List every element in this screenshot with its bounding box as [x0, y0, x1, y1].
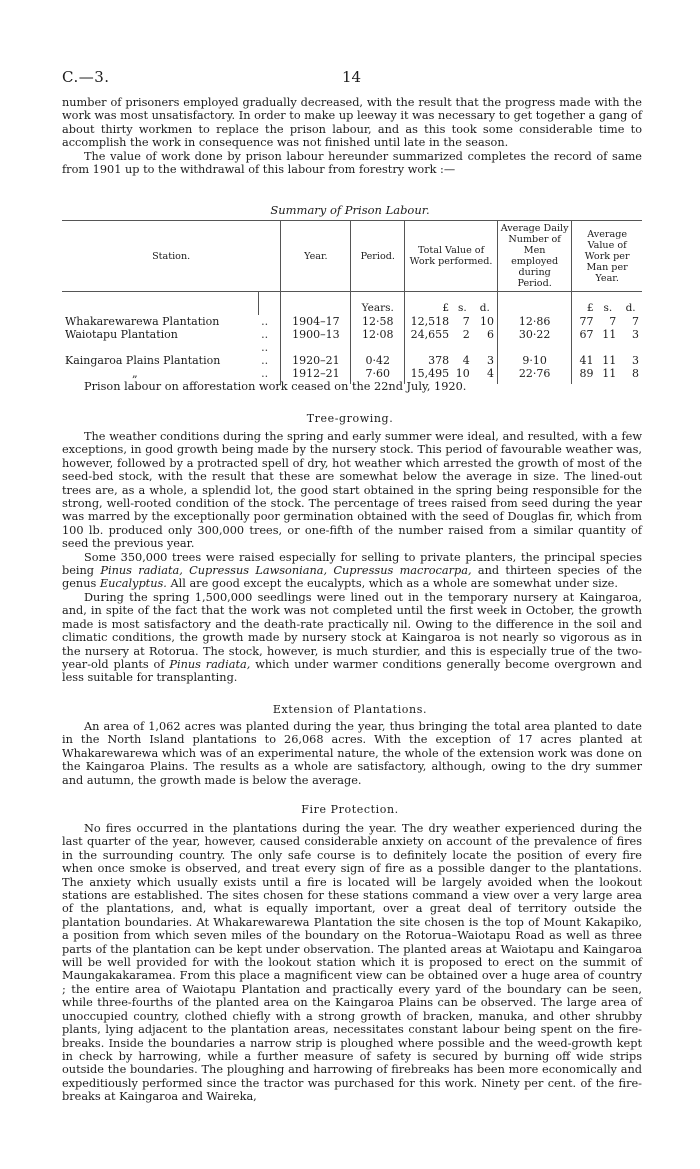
- year-cell: 1900–13: [281, 328, 351, 354]
- leader-dots: .. ..: [261, 328, 269, 354]
- text-run: which under warmer conditions generally become overgrown and less suitable for transplanting.: [62, 657, 642, 685]
- header-station: Station.: [62, 221, 281, 292]
- station-cell: Whakarewarewa Plantation: [65, 315, 220, 328]
- unit-pence: d.: [625, 302, 636, 314]
- total-pence-cell: 4: [486, 367, 494, 380]
- avg-shillings-cell: 11: [602, 328, 617, 341]
- header-year: Year.: [281, 221, 351, 292]
- station-cell: Waiotapu Plantation: [65, 328, 178, 341]
- intro-paragraph-1: number of prisoners employed gradually decreased, with the result that the progress made with the work was most unsatisfactory. In order to make up leeway it was necessary to get together a gang of about thirty workmen to replace the prison labour, and as this took some considerable time to accomplish the work in consequence was not finished until late in the season.: [62, 96, 642, 150]
- total-pounds-cell: 15,495: [405, 367, 452, 384]
- tree-growing-section: [62, 430, 642, 685]
- station-cell: Kaingaroa Plains Plantation: [65, 354, 221, 367]
- unit-pounds: £: [572, 292, 597, 316]
- text-run: During the spring 1,500,000 seedlings were lined out in the temporary nursery at Kaingaroa, and, in spite of the fact that the work was not completed until the first week in October, the growth made is most satisfactory and the death-rate practically nil. Owing to the difference in the soil and climatic conditions, the growth made by nursery stock at Kaingaroa is not nearly so vigorous as in the nursery at Rotorua. The stock, however, is much sturdier, and this is especially true of the two-year-old plants of: [62, 590, 642, 671]
- avg-pence-cell: 8: [632, 367, 639, 380]
- unit-pounds: £: [405, 292, 452, 316]
- text-run: Some 350,000 trees were raised especially for selling to private planters, the principal species being: [62, 550, 642, 578]
- men-cell: 9·10: [497, 354, 571, 367]
- period-cell: 0·42: [351, 354, 405, 367]
- summary-title: Summary of Prison Labour.: [270, 203, 430, 217]
- total-shillings-cell: 7: [462, 315, 470, 328]
- genus-name: Eucalyptus.: [99, 577, 167, 591]
- fire-protection-section: [62, 822, 642, 1104]
- total-pounds-cell: 12,518: [405, 315, 452, 328]
- men-cell: 30·22: [497, 328, 571, 354]
- header-average-value: Average Value of Work per Man per Year.: [572, 221, 642, 292]
- unit-shillings: s.: [458, 302, 467, 314]
- avg-shillings-cell: 11: [602, 367, 617, 380]
- table-row: [62, 328, 642, 354]
- extension-heading: Extension of Plantations.: [272, 703, 428, 716]
- avg-pounds-cell: 41: [572, 354, 597, 367]
- summary-note-block: [62, 380, 642, 393]
- total-pounds-cell: 378: [405, 354, 452, 367]
- species-name: Pinus radiata,: [169, 657, 251, 671]
- table-row: [62, 354, 642, 367]
- document-reference: C.—3.: [62, 68, 110, 86]
- table-row: [62, 315, 642, 328]
- unit-years: Years.: [351, 292, 405, 316]
- extension-section: [62, 720, 642, 787]
- intro-text: [62, 96, 642, 176]
- tree-growing-paragraph-2: [62, 551, 642, 591]
- avg-shillings-cell: 11: [602, 354, 617, 367]
- period-cell: 7·60: [351, 367, 405, 384]
- header-period: Period.: [351, 221, 405, 292]
- tree-growing-paragraph-3: [62, 591, 642, 685]
- year-cell: 1904–17: [281, 315, 351, 328]
- species-names: Pinus radiata, Cupressus Lawsoniana, Cupressus macrocarpa,: [100, 564, 472, 578]
- leader-dots: ..: [261, 315, 269, 328]
- intro-paragraph-2: The value of work done by prison labour hereunder summarized completes the record of same from 1901 up to the withdrawal of this labour from forestry work :—: [62, 149, 642, 177]
- leader-dots: ..: [261, 367, 269, 380]
- period-cell: 12·58: [351, 315, 405, 328]
- header-total-value: Total Value of Work performed.: [405, 221, 498, 292]
- avg-pence-cell: 3: [632, 328, 639, 341]
- unit-shillings: s.: [603, 302, 613, 314]
- total-shillings-cell: 2: [462, 328, 470, 341]
- avg-pence-cell: 3: [632, 354, 639, 367]
- page-number: 14: [342, 68, 362, 86]
- total-shillings-cell: 4: [462, 354, 470, 367]
- total-shillings-cell: 10: [455, 367, 470, 380]
- men-cell: 22·76: [497, 367, 571, 384]
- year-cell: 1912–21: [281, 367, 351, 384]
- total-pence-cell: 3: [486, 354, 494, 367]
- prison-labour-table: [62, 220, 642, 384]
- avg-shillings-cell: 7: [609, 315, 617, 328]
- men-cell: 12·86: [497, 315, 571, 328]
- total-pounds-cell: 24,655: [405, 328, 452, 354]
- text-run: and thirteen species of the genus: [62, 564, 642, 591]
- summary-note: Prison labour on afforestation work ceased on the 22nd July, 1920.: [84, 380, 467, 393]
- fire-protection-heading: Fire Protection.: [301, 803, 399, 816]
- avg-pounds-cell: 77: [572, 315, 597, 328]
- unit-pence: d.: [479, 302, 490, 314]
- avg-pounds-cell: 67: [572, 328, 597, 354]
- header-men-employed: Average Daily Number of Men employed during Period.: [497, 221, 571, 292]
- total-pence-cell: 6: [486, 328, 494, 341]
- period-cell: 12·08: [351, 328, 405, 354]
- leader-dots: ..: [261, 354, 269, 367]
- tree-growing-paragraph-1: The weather conditions during the spring and early summer were ideal, and resulted, with a few exceptions, in good growth being made by the nursery stock. This period of favourable weather was, however, followed by a protracted spell of dry, hot weather which arrested the growth of most of the seed-bed stock, with the result that these are somewhat below the average in size. The lined-out trees are, as a whole, a splendid lot, the good start obtained in the spring being responsible for the strong, well-rooted condition of the stock. The percentage of trees raised from seed during the year was marred by the exceptionally poor germination obtained with the seed of Douglas fir, which from 100 lb. produced only 300,000 trees, or one-fifth of the number raised from a similar quantity of seed the previous year.: [62, 430, 642, 551]
- text-run: All are good except the eucalypts, which as a whole are somewhat under size.: [166, 577, 618, 591]
- fire-protection-paragraph: No fires occurred in the plantations during the year. The dry weather experienced during the last quarter of the year, however, caused considerable anxiety on account of the prevalence of fires in the surrounding country. The only safe course is to definitely locate the position of every fire when once smoke is observed, and treat every sign of fire as a possible danger to the plantations. The anxiety which usually exists until a fire is located will be largely avoided when the lookout stations are established. The sites chosen for these stations command a view over a very large area of the plantations, and, what is equally important, over a great deal of territory outside the plantation boundaries. At Whakarewarewa Plantation the site chosen is the top of Mount Kakapiko, a position from which seven miles of the boundary on the Rotorua–Waiotapu Road as well as three parts of the plantation can be kept under observation. The planted areas at Waiotapu and Kaingaroa will be well provided for with the lookout station which it is proposed to erect on the summit of Maungakakaramea. From this place a magnificent view can be obtained over a huge area of country ; the entire area of Waiotapu Plantation and practically every yard of the boundary can be seen, while three-fourths of the planted area on the Kaingaroa Plains can be observed. The large area of unoccupied country, clothed chiefly with a strong growth of bracken, manuka, and other shrubby plants, lying adjacent to the plantation areas, necessitates constant labour being spent on the fire-breaks. Inside the boundaries a narrow strip is ploughed where possible and the weed-growth kept in check by harrowing, while a further measure of safety is secured by burning off wide strips outside the boundaries. The ploughing and harrowing of firebreaks has been more economically and expeditiously performed since the tractor was purchased for this work. Ninety per cent. of the fire-breaks at Kaingaroa and Waireka,: [62, 822, 642, 1104]
- avg-pence-cell: 7: [632, 315, 639, 328]
- extension-paragraph: An area of 1,062 acres was planted during the year, thus bringing the total area planted to date in the North Island plantations to 26,068 acres. With the exception of 17 acres planted at Whakarewarewa which was of an experimental nature, the whole of the extension work was done on the Kaingaroa Plains. The results as a whole are satisfactory, although, owing to the dry summer and autumn, the growth made is below the average.: [62, 720, 642, 787]
- total-pence-cell: 10: [479, 315, 494, 328]
- station-cell: „: [132, 367, 138, 380]
- avg-pounds-cell: 89: [572, 367, 597, 384]
- year-cell: 1920–21: [281, 354, 351, 367]
- tree-growing-heading: Tree-growing.: [306, 412, 394, 425]
